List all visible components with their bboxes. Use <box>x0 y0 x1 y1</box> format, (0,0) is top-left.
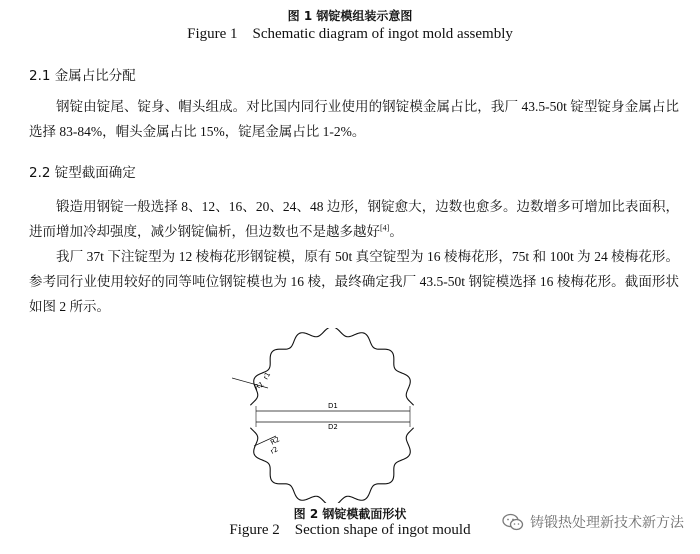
figure1-caption-en: Figure 1 Schematic diagram of ingot mold assembly <box>187 26 513 42</box>
figure1-caption-cn: 图 1 钢锭模组装示意图 <box>287 9 413 23</box>
section-2-1-paragraph: 钢锭由锭尾、锭身、帽头组成。对比国内同行业使用的钢锭模金属占比，我厂 43.5-50t 锭型锭身金属占比选择 83-84%，帽头金属占比 15%，锭尾金属占比 1-2%。 <box>29 99 679 139</box>
flower-outline <box>250 328 413 503</box>
section-2-2-paragraph-2: 我厂 37t 下注锭型为 12 棱梅花形钢锭模，原有 50t 真空锭型为 16 棱梅花形，75t 和 100t 为 24 棱梅花形。参考同行业使用较好的同等吨位钢锭模也为 16 棱，最终确定我厂 43.5-50t 钢锭模选择 16 棱梅花形。截面形状如图 2 所示。 <box>29 249 679 314</box>
label-D1: D1 <box>328 402 338 410</box>
figure2-diagram <box>232 328 427 503</box>
figure2-caption-cn: 图 2 钢锭模截面形状 <box>293 507 407 521</box>
label-R2: R2 <box>269 435 282 447</box>
wechat-icon <box>502 513 524 531</box>
figure2-caption-en: Figure 2 Section shape of ingot mould <box>229 522 471 538</box>
section-2-1-body <box>29 94 679 144</box>
section-2-2-heading: 2.2 锭型截面确定 <box>29 165 136 181</box>
label-r2: r2 <box>269 445 280 456</box>
section-2-2-body <box>29 194 679 319</box>
paragraph-1-text: 锻造用钢锭一般选择 8、12、16、20、24、48 边形，钢锭愈大，边数也愈多。边数增多可增加比表面积，进而增加冷却强度，减少钢锭偏析，但边数也不是越多越好 <box>29 199 679 239</box>
label-r1: r1 <box>261 370 273 381</box>
citation-ref: [4] <box>380 223 390 233</box>
section-2-1-heading: 2.1 金属占比分配 <box>29 68 136 84</box>
watermark <box>498 510 688 534</box>
label-D2: D2 <box>328 423 338 431</box>
label-R1: R1 <box>253 380 266 392</box>
watermark-text: 铸锻热处理新技术新方法 <box>530 515 684 531</box>
ingot-section-svg <box>232 328 427 503</box>
section-2-2-paragraph-1 <box>29 194 679 244</box>
paragraph-1-end: 。 <box>389 224 403 239</box>
